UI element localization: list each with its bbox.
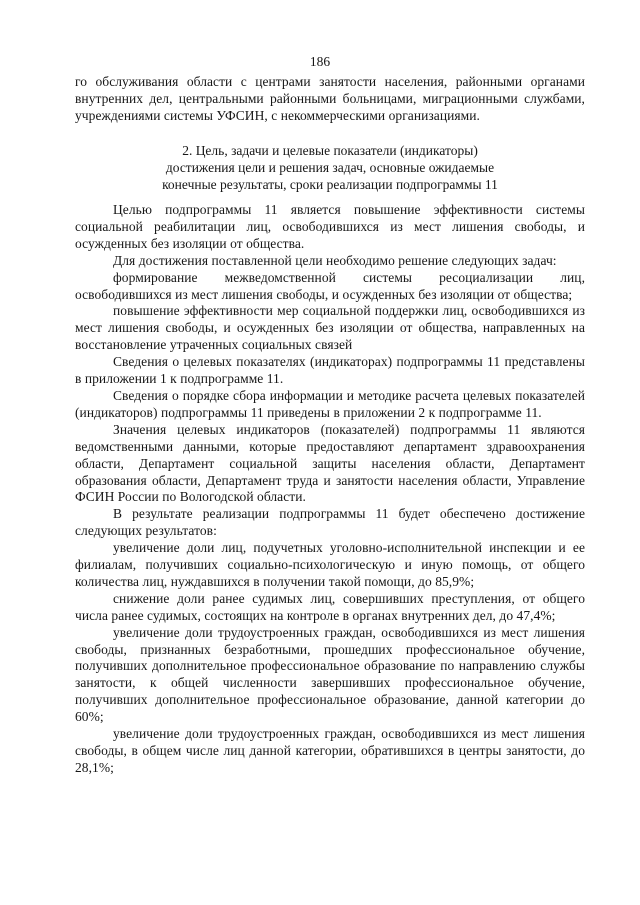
- paragraph-results-intro: В результате реализации подпрограммы 11 будет обеспечено достижение следующих результатов:: [75, 506, 585, 539]
- paragraph-methodology-info: Сведения о порядке сбора информации и методике расчета целевых показателей (индикаторов) подпрограммы 11 приведены в приложении 2 к подпрограмме 11.: [75, 387, 585, 420]
- section-heading-line-3: конечные результаты, сроки реализации подпрограммы 11: [162, 176, 498, 192]
- section-heading-line-2: достижения цели и решения задач, основные ожидаемые: [165, 159, 495, 175]
- paragraph-result-4: увеличение доли трудоустроенных граждан, освободившихся из мест лишения свободы, в общем числе лиц данной категории, обратившихся в центры занятости, до 28,1%;: [75, 726, 585, 775]
- paragraph-indicator-sources: Значения целевых индикаторов (показателей) подпрограммы 11 являются ведомственными данными, которые предоставляют департамент здравоохранения области, Департамент социальной защиты населения области, Департамент образования области, Департамент труда и занятости населения области, Управление ФСИН России по Вологодской области.: [75, 421, 585, 505]
- section-heading: [75, 143, 585, 194]
- paragraph-task-2: повышение эффективности мер социальной поддержки лиц, освободившихся из мест лишения свободы, и осужденных без изоляции от общества, направленных на восстановление утраченных социальных связей: [75, 303, 585, 353]
- intro-paragraph: [75, 74, 585, 125]
- paragraph-task-1: формирование межведомственной системы ресоциализации лиц, освободившихся из мест лишения свободы, и осужденных без изоляции от общества;: [75, 269, 585, 302]
- section-heading-line-1: 2. Цель, задачи и целевые показатели (индикаторы): [182, 143, 478, 158]
- intro-text: го обслуживания области с центрами занятости населения, районными органами внутренних дел, центральными районными больницами, миграционными службами, учреждениями системы УФСИН, с некоммерческими организациями.: [75, 74, 585, 123]
- paragraph-goal: Целью подпрограммы 11 является повышение эффективности системы социальной реабилитации лиц, освободившихся из мест лишения свободы, и осужденных без изоляции от общества.: [75, 202, 585, 251]
- paragraph-result-3: увеличение доли трудоустроенных граждан, освободившихся из мест лишения свободы, признанных безработными, прошедших профессиональное обучение, получивших дополнительное профессиональное образование по направлению службы занятости, к общей численности завершивших профессиональное обучение, получивших дополнительное профессиональное образование, данной категории до 60%;: [75, 624, 585, 725]
- body-text: [75, 202, 585, 777]
- paragraph-result-2: снижение доли ранее судимых лиц, совершивших преступления, от общего числа ранее судимых, состоящих на контроле в органах внутренних дел, до 47,4%;: [75, 590, 585, 623]
- page-number: 186: [309, 54, 331, 69]
- paragraph-tasks-intro: Для достижения поставленной цели необходимо решение следующих задач:: [113, 252, 557, 268]
- paragraph-result-1: увеличение доли лиц, подучетных уголовно-исполнительной инспекции и ее филиалам, получивших социально-психологическую и иную помощь, от общего количества лиц, нуждавшихся в получении такой помощи, до 85,9%;: [75, 540, 585, 589]
- paragraph-indicators-info: Сведения о целевых показателях (индикаторах) подпрограммы 11 представлены в приложении 1 к подпрограмме 11.: [75, 354, 585, 387]
